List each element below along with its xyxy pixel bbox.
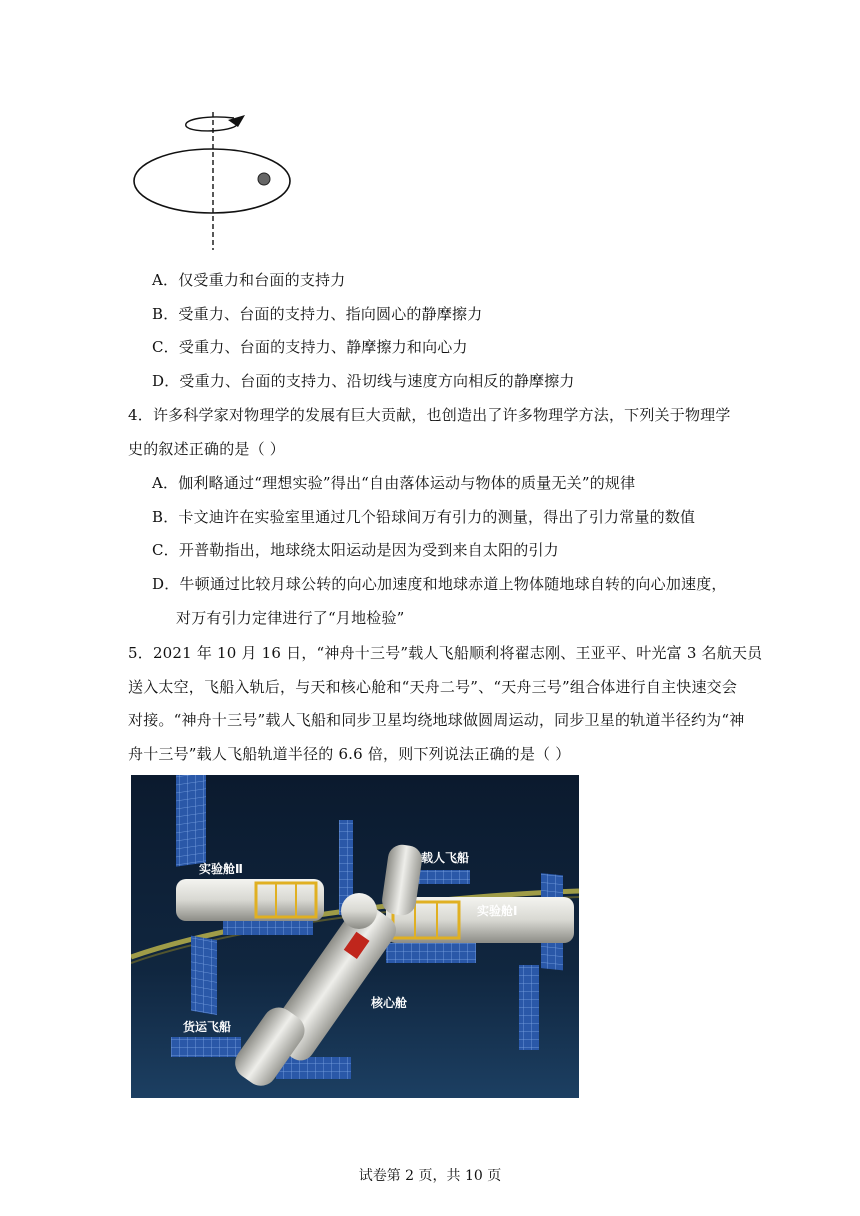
label-crew-ship: 载人飞船 xyxy=(421,851,470,865)
q5-line1: 5．2021 年 10 月 16 日，“神舟十三号”载人飞船顺利将翟志刚、王亚平、叶光富 3 名航天员 xyxy=(128,644,763,662)
q5-line4: 舟十三号”载人飞船轨道半径的 6.6 倍，则下列说法正确的是（ ） xyxy=(128,745,571,763)
q4-stem-line2: 史的叙述正确的是（ ） xyxy=(128,440,285,458)
label-cargo-ship: 货运飞船 xyxy=(183,1020,232,1034)
q5-line3: 对接。“神舟十三号”载人飞船和同步卫星均绕地球做圆周运动，同步卫星的轨道半径约为“神 xyxy=(128,711,745,729)
space-station-image xyxy=(131,775,579,1098)
q4-stem-line1: 4．许多科学家对物理学的发展有巨大贡献，也创造出了许多物理学方法，下列关于物理学 xyxy=(128,406,731,424)
turntable-figure xyxy=(128,108,298,253)
q4-option-b: B．卡文迪许在实验室里通过几个铅球间万有引力的测量，得出了引力常量的数值 xyxy=(152,508,696,526)
q3-option-d: D．受重力、台面的支持力、沿切线与速度方向相反的静摩擦力 xyxy=(152,372,575,390)
label-core-module: 核心舱 xyxy=(371,996,408,1010)
q3-option-a: A．仅受重力和台面的支持力 xyxy=(152,271,346,289)
q4-option-c: C．开普勒指出，地球绕太阳运动是因为受到来自太阳的引力 xyxy=(152,541,559,559)
q5-line2: 送入太空，飞船入轨后，与天和核心舱和“天舟二号”、“天舟三号”组合体进行自主快速交会 xyxy=(128,678,738,696)
q3-option-c: C．受重力、台面的支持力、静摩擦力和向心力 xyxy=(152,338,468,356)
q4-option-a: A．伽利略通过“理想实验”得出“自由落体运动与物体的质量无关”的规律 xyxy=(152,474,636,492)
page-footer: 试卷第 2 页，共 10 页 xyxy=(358,1168,502,1184)
q4-option-d: D．牛顿通过比较月球公转的向心加速度和地球赤道上物体随地球自转的向心加速度， xyxy=(152,575,727,593)
label-lab-module-1: 实验舱Ⅰ xyxy=(477,904,518,918)
q3-option-b: B．受重力、台面的支持力、指向圆心的静摩擦力 xyxy=(152,305,483,323)
q4-option-d-continuation: 对万有引力定律进行了“月地检验” xyxy=(176,609,405,627)
label-lab-module-2: 实验舱Ⅱ xyxy=(199,862,243,876)
